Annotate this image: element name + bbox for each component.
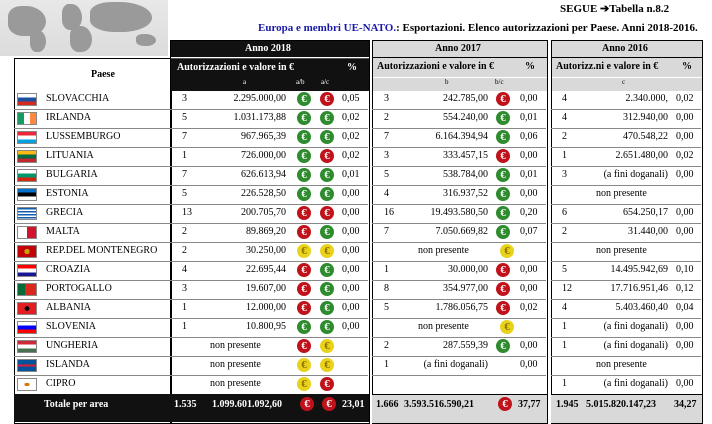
value-2018: 967.965,39 bbox=[241, 131, 286, 142]
value-2017: 554.240,00 bbox=[443, 112, 488, 123]
count-2018: 1 bbox=[182, 150, 187, 161]
paese-header: Paese bbox=[91, 69, 115, 80]
row-divider bbox=[14, 261, 170, 262]
euro-coin-icon: € bbox=[496, 130, 510, 144]
count-2017: 7 bbox=[384, 226, 389, 237]
year-2018-header: Anno 2018 bbox=[245, 43, 291, 54]
value-2017: 1.786.056,75 bbox=[435, 302, 488, 313]
euro-coin-icon: € bbox=[496, 225, 510, 239]
euro-coin-icon: € bbox=[297, 377, 311, 391]
value-2017: 316.937,52 bbox=[443, 188, 488, 199]
euro-coin-icon: € bbox=[297, 187, 311, 201]
pct-2016: 0,00 bbox=[676, 340, 694, 351]
row-divider bbox=[170, 318, 368, 319]
flag-icon bbox=[17, 302, 37, 315]
euro-coin-icon: € bbox=[297, 244, 311, 258]
total-pct-2018: 23,01 bbox=[342, 399, 365, 410]
row-divider bbox=[551, 261, 701, 262]
pct-2016: 0,00 bbox=[676, 207, 694, 218]
row-divider bbox=[14, 375, 170, 376]
euro-coin-icon: € bbox=[320, 282, 334, 296]
col-c: c bbox=[622, 78, 626, 86]
count-2017: 1 bbox=[384, 264, 389, 275]
value-2017: 333.457,15 bbox=[443, 150, 488, 161]
segue-label: SEGUE ➔Tabella n.8.2 bbox=[560, 3, 670, 15]
count-2018: 13 bbox=[182, 207, 192, 218]
row-divider bbox=[170, 223, 368, 224]
total-count-2016: 1.945 bbox=[556, 399, 579, 410]
count-2016: 4 bbox=[562, 302, 567, 313]
pct-2017: 0,20 bbox=[520, 207, 538, 218]
euro-coin-icon: € bbox=[300, 397, 314, 411]
value-2018: 30.250,00 bbox=[246, 245, 286, 256]
row-divider bbox=[14, 280, 170, 281]
row-divider bbox=[170, 261, 368, 262]
count-2018: 7 bbox=[182, 169, 187, 180]
value-2016: (a fini doganali) bbox=[603, 169, 668, 180]
value-2017: 6.164.394,94 bbox=[435, 131, 488, 142]
euro-coin-icon: € bbox=[297, 339, 311, 353]
pct-2018: 0,00 bbox=[342, 226, 360, 237]
count-2016: 1 bbox=[562, 340, 567, 351]
total-count-2018: 1.535 bbox=[174, 399, 197, 410]
euro-coin-icon: € bbox=[320, 244, 334, 258]
value-2016: 14.495.942,69 bbox=[610, 264, 668, 275]
total-value-2016: 5.015.820.147,23 bbox=[586, 399, 656, 410]
country-name: ESTONIA bbox=[46, 188, 89, 199]
row-divider bbox=[551, 375, 701, 376]
row-divider bbox=[551, 128, 701, 129]
col-ab: a/b bbox=[296, 78, 305, 86]
count-2017: 2 bbox=[384, 340, 389, 351]
world-map-image bbox=[0, 0, 168, 56]
country-name: IRLANDA bbox=[46, 112, 91, 123]
euro-coin-icon: € bbox=[320, 358, 334, 372]
value-2018: 12.000,00 bbox=[246, 302, 286, 313]
euro-coin-icon: € bbox=[320, 111, 334, 125]
count-2016: 1 bbox=[562, 150, 567, 161]
row-divider bbox=[372, 299, 546, 300]
value-2016: 5.403.460,40 bbox=[615, 302, 668, 313]
count-2017: 3 bbox=[384, 93, 389, 104]
country-name: CIPRO bbox=[46, 378, 76, 389]
value-2017: (a fini doganali) bbox=[423, 359, 488, 370]
euro-coin-icon: € bbox=[496, 206, 510, 220]
euro-coin-icon: € bbox=[297, 111, 311, 125]
euro-coin-icon: € bbox=[496, 301, 510, 315]
pct-2018: 0,00 bbox=[342, 207, 360, 218]
row-divider bbox=[14, 204, 170, 205]
euro-coin-icon: € bbox=[320, 377, 334, 391]
euro-coin-icon: € bbox=[496, 282, 510, 296]
row-divider bbox=[170, 356, 368, 357]
row-divider bbox=[170, 109, 368, 110]
country-name: MALTA bbox=[46, 226, 80, 237]
row-divider bbox=[372, 261, 546, 262]
row-divider bbox=[14, 147, 170, 148]
euro-coin-icon: € bbox=[496, 92, 510, 106]
pct-2017: 0,06 bbox=[520, 131, 538, 142]
total-pct-2017: 37,77 bbox=[518, 399, 541, 410]
row-divider bbox=[170, 337, 368, 338]
col-a: a bbox=[243, 78, 247, 86]
country-name: ISLANDA bbox=[46, 359, 90, 370]
row-divider bbox=[372, 128, 546, 129]
row-divider bbox=[14, 337, 170, 338]
flag-icon bbox=[17, 131, 37, 144]
euro-coin-icon: € bbox=[320, 92, 334, 106]
count-2017: 5 bbox=[384, 302, 389, 313]
pct-2016: 0,10 bbox=[676, 264, 694, 275]
count-2017: 3 bbox=[384, 150, 389, 161]
row-divider bbox=[170, 299, 368, 300]
euro-coin-icon: € bbox=[498, 397, 512, 411]
value-2017: non presente bbox=[418, 321, 469, 332]
row-divider bbox=[170, 280, 368, 281]
country-name: PORTOGALLO bbox=[46, 283, 112, 294]
value-2018: non presente bbox=[210, 359, 261, 370]
count-2018: 5 bbox=[182, 112, 187, 123]
value-2017: 19.493.580,50 bbox=[430, 207, 488, 218]
row-divider bbox=[170, 204, 368, 205]
value-2017: non presente bbox=[418, 245, 469, 256]
flag-icon bbox=[17, 150, 37, 163]
value-2017: 538.784,00 bbox=[443, 169, 488, 180]
count-2018: 2 bbox=[182, 245, 187, 256]
euro-coin-icon: € bbox=[496, 263, 510, 277]
row-divider bbox=[551, 356, 701, 357]
row-divider bbox=[170, 147, 368, 148]
count-2016: 3 bbox=[562, 169, 567, 180]
euro-coin-icon: € bbox=[297, 282, 311, 296]
row-divider bbox=[14, 223, 170, 224]
year-2017-header: Anno 2017 bbox=[435, 43, 481, 54]
flag-icon bbox=[17, 264, 37, 277]
col-b: b bbox=[445, 78, 449, 86]
euro-coin-icon: € bbox=[297, 168, 311, 182]
count-2017: 2 bbox=[384, 112, 389, 123]
value-2016: 31.440,00 bbox=[628, 226, 668, 237]
value-2017: 7.050.669,82 bbox=[435, 226, 488, 237]
y2018-pct: % bbox=[347, 62, 357, 73]
row-divider bbox=[14, 242, 170, 243]
euro-coin-icon: € bbox=[322, 397, 336, 411]
row-divider bbox=[372, 223, 546, 224]
value-2018: 226.528,50 bbox=[241, 188, 286, 199]
col-bc: b/c bbox=[495, 78, 504, 86]
count-2016: 12 bbox=[562, 283, 572, 294]
value-2016: (a fini doganali) bbox=[603, 340, 668, 351]
y2017-pct: % bbox=[525, 61, 535, 72]
flag-icon bbox=[17, 321, 37, 334]
pct-2018: 0,02 bbox=[342, 131, 360, 142]
count-2016: 4 bbox=[562, 112, 567, 123]
euro-coin-icon: € bbox=[297, 149, 311, 163]
value-2016: 17.716.951,46 bbox=[610, 283, 668, 294]
row-divider bbox=[14, 166, 170, 167]
value-2016: 2.340.000, bbox=[625, 93, 668, 104]
total-value-2018: 1.099.601.092,60 bbox=[212, 399, 282, 410]
euro-coin-icon: € bbox=[320, 263, 334, 277]
pct-2018: 0,00 bbox=[342, 245, 360, 256]
value-2017: 242.785,00 bbox=[443, 93, 488, 104]
row-divider bbox=[551, 109, 701, 110]
page-title bbox=[258, 22, 698, 34]
count-2017: 7 bbox=[384, 131, 389, 142]
pct-2016: 0,00 bbox=[676, 131, 694, 142]
country-name: REP.DEL MONTENEGRO bbox=[46, 245, 158, 256]
row-divider bbox=[551, 166, 701, 167]
flag-icon bbox=[17, 169, 37, 182]
flag-icon bbox=[17, 340, 37, 353]
euro-coin-icon: € bbox=[496, 168, 510, 182]
row-divider bbox=[551, 280, 701, 281]
pct-2017: 0,07 bbox=[520, 226, 538, 237]
count-2016: 6 bbox=[562, 207, 567, 218]
euro-coin-icon: € bbox=[297, 358, 311, 372]
year-2016-header: Anno 2016 bbox=[602, 43, 648, 54]
value-2018: non presente bbox=[210, 378, 261, 389]
pct-2017: 0,00 bbox=[520, 340, 538, 351]
value-2017: 287.559,39 bbox=[443, 340, 488, 351]
row-divider bbox=[551, 185, 701, 186]
row-divider bbox=[551, 299, 701, 300]
value-2017: 354.977,00 bbox=[443, 283, 488, 294]
country-name: CROAZIA bbox=[46, 264, 91, 275]
row-divider bbox=[170, 242, 368, 243]
count-2018: 2 bbox=[182, 226, 187, 237]
euro-coin-icon: € bbox=[320, 130, 334, 144]
flag-icon bbox=[17, 207, 37, 220]
pct-2016: 0,00 bbox=[676, 226, 694, 237]
pct-2018: 0,02 bbox=[342, 112, 360, 123]
value-2018: 726.000,00 bbox=[241, 150, 286, 161]
euro-coin-icon: € bbox=[320, 225, 334, 239]
pct-2016: 0,12 bbox=[676, 283, 694, 294]
count-2017: 1 bbox=[384, 359, 389, 370]
euro-coin-icon: € bbox=[320, 339, 334, 353]
count-2017: 4 bbox=[384, 188, 389, 199]
flag-icon bbox=[17, 188, 37, 201]
row-divider bbox=[14, 109, 170, 110]
pct-2018: 0,01 bbox=[342, 169, 360, 180]
value-2016: non presente bbox=[596, 245, 647, 256]
value-2018: 626.613,94 bbox=[241, 169, 286, 180]
total-value-2017: 3.593.516.590,21 bbox=[404, 399, 474, 410]
country-name: SLOVENIA bbox=[46, 321, 96, 332]
value-2018: 22.695,44 bbox=[246, 264, 286, 275]
row-divider bbox=[372, 185, 546, 186]
country-name: LITUANIA bbox=[46, 150, 94, 161]
euro-coin-icon: € bbox=[297, 301, 311, 315]
value-2016: non presente bbox=[596, 359, 647, 370]
count-2016: 1 bbox=[562, 321, 567, 332]
flag-icon bbox=[17, 93, 37, 106]
row-divider bbox=[372, 280, 546, 281]
row-divider bbox=[170, 185, 368, 186]
pct-2016: 0,00 bbox=[676, 112, 694, 123]
value-2018: 89.869,20 bbox=[246, 226, 286, 237]
value-2018: 2.295.000,00 bbox=[233, 93, 286, 104]
euro-coin-icon: € bbox=[500, 320, 514, 334]
row-divider bbox=[372, 242, 546, 243]
euro-coin-icon: € bbox=[496, 339, 510, 353]
euro-coin-icon: € bbox=[320, 301, 334, 315]
row-divider bbox=[170, 166, 368, 167]
count-2018: 5 bbox=[182, 188, 187, 199]
value-2016: 470.548,22 bbox=[623, 131, 668, 142]
euro-coin-icon: € bbox=[297, 92, 311, 106]
col-ac: a/c bbox=[321, 78, 330, 86]
euro-coin-icon: € bbox=[297, 320, 311, 334]
total-count-2017: 1.666 bbox=[376, 399, 399, 410]
pct-2016: 0,00 bbox=[676, 378, 694, 389]
count-2018: 1 bbox=[182, 321, 187, 332]
country-name: LUSSEMBURGO bbox=[46, 131, 121, 142]
euro-coin-icon: € bbox=[320, 168, 334, 182]
country-panel bbox=[14, 58, 172, 424]
value-2018: 1.031.173,88 bbox=[233, 112, 286, 123]
pct-2017: 0,00 bbox=[520, 93, 538, 104]
value-2016: (a fini doganali) bbox=[603, 378, 668, 389]
count-2017: 16 bbox=[384, 207, 394, 218]
pct-2016: 0,02 bbox=[676, 93, 694, 104]
flag-icon bbox=[17, 283, 37, 296]
value-2017: 30.000,00 bbox=[448, 264, 488, 275]
value-2018: non presente bbox=[210, 340, 261, 351]
value-2018: 200.705,70 bbox=[241, 207, 286, 218]
euro-coin-icon: € bbox=[320, 320, 334, 334]
pct-2017: 0,02 bbox=[520, 302, 538, 313]
pct-2017: 0,00 bbox=[520, 264, 538, 275]
count-2017: 5 bbox=[384, 169, 389, 180]
row-divider bbox=[372, 375, 546, 376]
count-2016: 2 bbox=[562, 226, 567, 237]
count-2016: 2 bbox=[562, 131, 567, 142]
row-divider bbox=[170, 128, 368, 129]
pct-2018: 0,00 bbox=[342, 264, 360, 275]
euro-coin-icon: € bbox=[297, 130, 311, 144]
count-2016: 4 bbox=[562, 93, 567, 104]
euro-coin-icon: € bbox=[500, 244, 514, 258]
pct-2018: 0,00 bbox=[342, 283, 360, 294]
pct-2017: 0,00 bbox=[520, 283, 538, 294]
row-divider bbox=[14, 128, 170, 129]
euro-coin-icon: € bbox=[320, 187, 334, 201]
y2016-pct: % bbox=[682, 61, 692, 72]
pct-2018: 0,00 bbox=[342, 321, 360, 332]
euro-coin-icon: € bbox=[297, 225, 311, 239]
value-2016: 654.250,17 bbox=[623, 207, 668, 218]
pct-2018: 0,05 bbox=[342, 93, 360, 104]
row-divider bbox=[551, 223, 701, 224]
pct-2018: 0,02 bbox=[342, 150, 360, 161]
title-region: Europa e membri UE-NATO. bbox=[258, 22, 397, 34]
count-2018: 1 bbox=[182, 302, 187, 313]
country-name: BULGARIA bbox=[46, 169, 98, 180]
country-name: UNGHERIA bbox=[46, 340, 99, 351]
value-2016: (a fini doganali) bbox=[603, 321, 668, 332]
row-divider bbox=[551, 147, 701, 148]
value-2016: 312.940,00 bbox=[623, 112, 668, 123]
pct-2016: 0,00 bbox=[676, 321, 694, 332]
flag-icon bbox=[17, 378, 37, 391]
row-divider bbox=[170, 375, 368, 376]
euro-coin-icon: € bbox=[320, 206, 334, 220]
pct-2017: 0,00 bbox=[520, 150, 538, 161]
flag-icon bbox=[17, 245, 37, 258]
row-divider bbox=[14, 299, 170, 300]
pct-2017: 0,01 bbox=[520, 112, 538, 123]
pct-2017: 0,01 bbox=[520, 169, 538, 180]
value-2016: non presente bbox=[596, 188, 647, 199]
count-2018: 3 bbox=[182, 93, 187, 104]
country-name: SLOVACCHIA bbox=[46, 93, 110, 104]
row-divider bbox=[372, 356, 546, 357]
row-divider bbox=[551, 337, 701, 338]
total-label: Totale per area bbox=[44, 399, 109, 410]
country-name: GRECIA bbox=[46, 207, 84, 218]
count-2017: 8 bbox=[384, 283, 389, 294]
pct-2018: 0,00 bbox=[342, 188, 360, 199]
count-2016: 5 bbox=[562, 264, 567, 275]
y2017-subheader: Autorizzazioni e valore in € bbox=[377, 61, 495, 72]
flag-icon bbox=[17, 112, 37, 125]
count-2018: 3 bbox=[182, 283, 187, 294]
flag-icon bbox=[17, 359, 37, 372]
flag-icon bbox=[17, 226, 37, 239]
row-divider bbox=[14, 356, 170, 357]
row-divider bbox=[551, 318, 701, 319]
row-divider bbox=[372, 109, 546, 110]
title-rest: : Esportazioni. Elenco autorizzazioni per Paese. Anni 2018-2016. bbox=[396, 22, 698, 34]
euro-coin-icon: € bbox=[496, 149, 510, 163]
row-divider bbox=[372, 204, 546, 205]
pct-2017: 0,00 bbox=[520, 359, 538, 370]
country-name: ALBANIA bbox=[46, 302, 91, 313]
row-divider bbox=[372, 147, 546, 148]
value-2018: 19.607,00 bbox=[246, 283, 286, 294]
pct-2016: 0,02 bbox=[676, 150, 694, 161]
value-2018: 10.800,95 bbox=[246, 321, 286, 332]
pct-2016: 0,04 bbox=[676, 302, 694, 313]
pct-2017: 0,00 bbox=[520, 188, 538, 199]
row-divider bbox=[14, 185, 170, 186]
row-divider bbox=[372, 166, 546, 167]
euro-coin-icon: € bbox=[297, 206, 311, 220]
row-divider bbox=[372, 318, 546, 319]
row-divider bbox=[14, 318, 170, 319]
row-divider bbox=[551, 204, 701, 205]
row-divider bbox=[551, 242, 701, 243]
euro-coin-icon: € bbox=[496, 187, 510, 201]
row-divider bbox=[372, 337, 546, 338]
y2018-subheader: Autorizzazioni e valore in € bbox=[177, 62, 295, 73]
euro-coin-icon: € bbox=[320, 149, 334, 163]
y2016-subheader: Autorizz.ni e valore in € bbox=[556, 61, 659, 72]
pct-2018: 0,00 bbox=[342, 302, 360, 313]
count-2018: 4 bbox=[182, 264, 187, 275]
euro-coin-icon: € bbox=[297, 263, 311, 277]
count-2016: 1 bbox=[562, 378, 567, 389]
value-2016: 2.651.480,00 bbox=[615, 150, 668, 161]
count-2018: 7 bbox=[182, 131, 187, 142]
euro-coin-icon: € bbox=[496, 111, 510, 125]
total-pct-2016: 34,27 bbox=[674, 399, 697, 410]
pct-2016: 0,00 bbox=[676, 169, 694, 180]
